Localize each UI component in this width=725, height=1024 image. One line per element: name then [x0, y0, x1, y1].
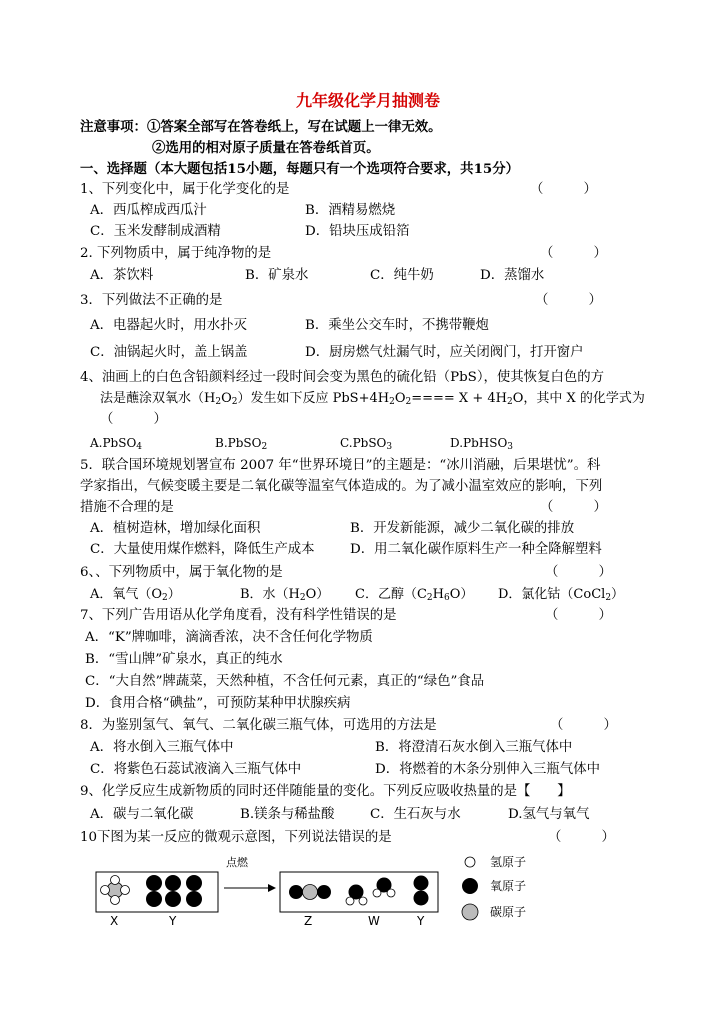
hydrogen-atom — [101, 886, 110, 895]
q3-option-b: B．乘坐公交车时，不携带鞭炮 — [305, 318, 489, 333]
oxygen-atom — [414, 876, 429, 891]
q2-option-a: A．茶饮料 — [90, 268, 154, 283]
q7-answer-paren: （ ） — [545, 608, 612, 623]
q8-option-a: A．将水倒入三瓶气体中 — [90, 740, 234, 755]
q6-answer-paren: （ ） — [545, 565, 612, 580]
q4-answer-paren: （ ） — [100, 412, 167, 427]
arrow-label: 点燃 — [226, 856, 248, 869]
hydrogen-atom — [111, 896, 120, 905]
reaction-diagram — [88, 852, 648, 930]
q1-option-c: C．玉米发酵制成酒精 — [90, 224, 221, 239]
legend-carbon-label: 碳原子 — [490, 905, 527, 919]
q5-option-c: C．大量使用煤作燃料，降低生产成本 — [90, 542, 315, 557]
q4-line-1: 4、油画上的白色含铅颜料经过一段时间会变为黑色的硫化铅（PbS），使其恢复白色的方 — [80, 370, 605, 385]
hydrogen-atom — [346, 897, 354, 905]
oxygen-atom — [146, 891, 162, 907]
q3-option-d: D．厨房燃气灶漏气时，应关闭阀门，打开窗户 — [305, 345, 584, 360]
q4-option-c: C.PbSO$_3$ — [340, 436, 393, 452]
hydrogen-atom — [373, 889, 381, 897]
label-z: Z — [304, 914, 313, 928]
q8-option-b: B．将澄清石灰水倒入三瓶气体中 — [375, 740, 573, 755]
q8-stem: 8．为鉴别氢气、氧气、二氧化碳三瓶气体，可选用的方法是 — [80, 718, 437, 733]
oxygen-atom — [289, 885, 303, 899]
oxygen-atom — [165, 875, 181, 891]
hydrogen-atom — [111, 876, 120, 885]
q5-option-b: B．开发新能源，减少二氧化碳的排放 — [350, 521, 575, 536]
label-x: X — [110, 914, 119, 928]
q6-option-b: B．水$(H_2O)$ — [240, 587, 330, 603]
q8-option-c: C．将紫色石蕊试液滴入三瓶气体中 — [90, 762, 302, 777]
q8-answer-paren: （ ） — [550, 718, 617, 733]
q1-answer-paren: （ ） — [530, 182, 597, 197]
q9-option-a: A．碳与二氧化碳 — [90, 807, 194, 822]
q9-stem: 9、化学反应生成新物质的同时还伴随能量的变化。下列反应吸收热量的是【 】 — [80, 784, 571, 799]
carbon-atom — [303, 885, 318, 900]
q3-answer-paren: （ ） — [535, 293, 602, 308]
page-title: 九年级化学月抽测卷 — [296, 91, 441, 110]
legend-oxygen-icon — [462, 878, 478, 894]
legend-hydrogen-icon — [465, 857, 475, 867]
hydrogen-atom — [121, 886, 130, 895]
q7-stem: 7、下列广告用语从化学角度看，没有科学性错误的是 — [80, 608, 397, 623]
q3-stem: 3．下列做法不正确的是 — [80, 293, 223, 308]
q6-stem: 6、、下列物质中，属于氧化物的是 — [80, 565, 283, 580]
hydrogen-atom — [387, 889, 395, 897]
oxygen-atom — [146, 875, 162, 891]
notice-item-1: ①答案全部写在答卷纸上，写在试题上一律无效。 — [146, 119, 442, 135]
q5-line-3: 措施不合理的是 — [80, 500, 174, 515]
q6-option-a: A．氧气$(O_2)$ — [90, 587, 181, 603]
q7-option-b: B．“雪山牌”矿泉水，真正的纯水 — [85, 652, 283, 667]
q7-option-a: A．“K”牌咖啡，滴滴香浓，决不含任何化学物质 — [85, 630, 373, 645]
q7-option-c: C．“大自然”牌蔬菜，天然种植，不含任何元素，真正的“绿色”食品 — [85, 674, 485, 689]
q5-line-2: 学家指出，气候变暖主要是二氧化碳等温室气体造成的。为了减小温室效应的影响，下列 — [80, 479, 603, 494]
q10-stem: 10下图为某一反应的微观示意图，下列说法错误的是 — [80, 830, 392, 845]
q1-option-b: B．酒精易燃烧 — [305, 203, 396, 218]
legend-hydrogen-label: 氢原子 — [490, 855, 527, 869]
q2-answer-paren: （ ） — [540, 246, 607, 261]
oxygen-atom — [186, 891, 202, 907]
legend-carbon-icon — [462, 904, 478, 920]
q10-answer-paren: （ ） — [548, 830, 615, 845]
arrow-head-icon — [268, 884, 276, 892]
label-y: Y — [169, 914, 177, 928]
label-w: W — [368, 914, 380, 928]
oxygen-atom — [186, 875, 202, 891]
q6-option-d: D．氯化钴（CoCl$_2$） — [498, 587, 625, 603]
section-heading: 一、选择题（本大题包括15小题，每题只有一个选项符合要求，共15分） — [80, 161, 519, 177]
q5-option-a: A．植树造林，增加绿化面积 — [90, 521, 261, 536]
label-y2: Y — [417, 914, 425, 928]
q4-option-b: B.PbSO$_2$ — [215, 436, 268, 452]
q3-option-c: C．油锅起火时，盖上锅盖 — [90, 345, 248, 360]
q1-stem: 1、下列变化中，属于化学变化的是 — [80, 182, 290, 197]
q2-stem: 2. 下列物质中，属于纯净物的是 — [80, 246, 272, 261]
q4-option-a: A.PbSO$_4$ — [90, 436, 143, 452]
molecule-z — [289, 885, 331, 900]
q2-option-d: D．蒸馏水 — [480, 268, 545, 283]
q4-line-2: 法是蘸涂双氧水$(H_2O_2)$发生如下反应 $PbS+4H_2O_2==== X + 4H_2O$，其中 X 的化学式为 — [100, 391, 645, 407]
q5-answer-paren: （ ） — [540, 500, 607, 515]
hydrogen-atom — [359, 897, 367, 905]
q1-option-a: A．西瓜榨成西瓜汁 — [90, 203, 207, 218]
q7-option-d: D．食用合格“碘盐”，可预防某种甲状腺疾病 — [85, 696, 351, 711]
notice-item-2: ②选用的相对原子质量在答卷纸首页。 — [152, 140, 380, 156]
q9-option-b: B.镁条与稀盐酸 — [240, 807, 335, 822]
q1-option-d: D．铅块压成铅箔 — [305, 224, 410, 239]
q3-option-a: A．电器起火时，用水扑灭 — [90, 318, 247, 333]
q8-option-d: D．将燃着的木条分别伸入三瓶气体中 — [375, 762, 600, 777]
oxygen-atom — [414, 891, 429, 906]
q2-option-b: B．矿泉水 — [245, 268, 309, 283]
q5-line-1: 5．联合国环境规划署宣布 2007 年“世界环境日”的主题是：“冰川消融，后果堪忧”。科 — [80, 458, 601, 473]
notice-label: 注意事项： — [80, 119, 147, 135]
notice-line-1 — [80, 118, 442, 136]
legend-oxygen-label: 氧原子 — [490, 879, 527, 893]
diagram-legend — [462, 855, 526, 920]
oxygen-atom — [165, 891, 181, 907]
q9-option-d: D.氢气与氧气 — [508, 807, 590, 822]
q4-option-d: D.PbHSO$_3$ — [450, 436, 514, 452]
q2-option-c: C．纯牛奶 — [370, 268, 434, 283]
q6-option-c: C．乙醇$(C_2H_6O)$ — [355, 587, 474, 603]
q5-option-d: D．用二氧化碳作原料生产一种全降解塑料 — [350, 542, 602, 557]
oxygen-atom — [317, 885, 331, 899]
q9-option-c: C．生石灰与水 — [370, 807, 461, 822]
